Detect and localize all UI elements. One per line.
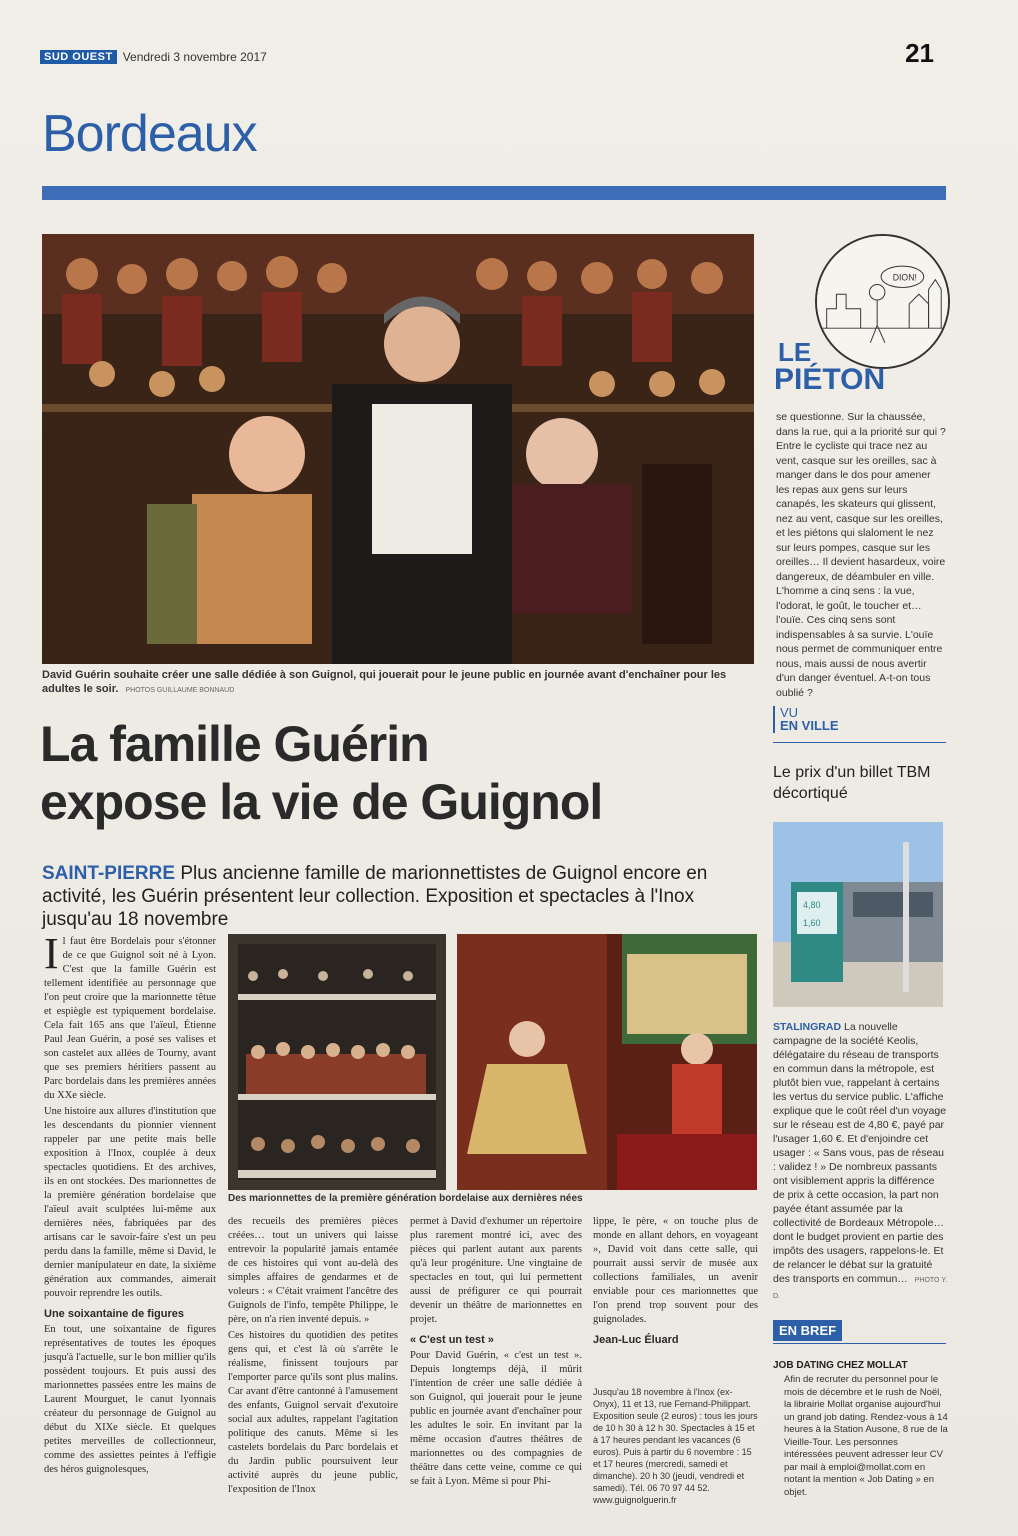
- en-bref-headline: JOB DATING CHEZ MOLLAT: [773, 1360, 908, 1371]
- article-column-2: [228, 1215, 398, 1499]
- pieton-le: LE: [778, 337, 812, 367]
- paragraph: permet à David d'exhumer un répertoire plus rarement montré ici, avec des pièces qui parlent autant aux parents qu'à leur progéniture. Une vingtaine de spectacles en tout, qui lui permettent aussi de préfigurer ce qui pourrait devenir un théâtre de marionnettes en projet.: [410, 1216, 582, 1325]
- vu-rule: [773, 742, 946, 743]
- masthead: [40, 50, 267, 64]
- issue-date: Vendredi 3 novembre 2017: [122, 50, 267, 64]
- en-bref-label: EN BREF: [773, 1320, 842, 1341]
- author-signature: Jean-Luc Éluard: [593, 1334, 679, 1346]
- main-photo-puppets: [42, 234, 754, 664]
- paragraph: Pour David Guérin, « c'est un test ». Depuis longtemps déjà, il mûrit l'intention de créer une salle dédiée à son Guignol, qui jouerait pour le jeune public en journée avant d'enchaîner pour les adultes le soir. En invitant par la même occasion d'autres théâtres de marionnettes ou des compagnies de théâtre dans cette veine, comme ce qui se fait à Lyon. Même si pour Phi-: [410, 1350, 582, 1487]
- poster-price-1: 4,80: [803, 900, 821, 910]
- tram-stop-photo: [773, 822, 943, 1007]
- vu-text: [773, 1020, 948, 1304]
- paragraph: lippe, le père, « on touche plus de monde en allant dehors, en voyageant », David voit dans cette salle, qui pourrait aussi servir de musée aux collections familiales, un avenir enviable pour ces marionnettes que l'on prend trop souvent pour des guignolades.: [593, 1216, 758, 1325]
- vu-headline: Le prix d'un billet TBM décortiqué: [773, 764, 931, 802]
- pieton-illustration: [815, 234, 950, 369]
- standfirst-kicker: SAINT-PIERRE: [42, 863, 176, 884]
- subhead: Une soixantaine de figures: [44, 1308, 184, 1320]
- main-photo-caption: [42, 668, 754, 698]
- subhead: « C'est un test »: [410, 1334, 494, 1346]
- article-headline: [40, 715, 760, 831]
- article-standfirst: [42, 862, 762, 931]
- paragraph: des recueils des premières pièces créées… tout un univers qui laisse entrevoir la popularité jamais entamée de ces histoires qui vont au-delà des simples affaires de gendarmes et de voleurs : « C'était vraiment l'ancêtre des Guignols de l'info, tempête Philippe, le père, on n'a rien inventé depuis. »: [228, 1216, 398, 1325]
- paragraph: Une histoire aux allures d'institution que les descendants du pionnier viennent rappeler par une petite mais belle exposition à l'Inox, couplée à deux spectacles quotidiens. Et des archives, ils en ont stockées. Des marionnettes de la première génération bordelaise que l'aïeul avait sculptées lui-même aux dernières nées, fabriquées par des artisans car le savoir-faire s'est un peu perdu dans la famille, même si David, le dernier manipulateur en date, la sixième génération aux commandes, aimerait pouvoir reprendre les outils.: [44, 1106, 216, 1299]
- photo-credit: PHOTOS GUILLAUME BONNAUD: [125, 687, 235, 694]
- vu-body: La nouvelle campagne de la société Keolis, délégataire du réseau de transports en commun dans la métropole, est plutôt bien vue, rappelant à certains les vertus du service public. L'affiche explique que le coût réel d'un voyage sur le réseau est de 4,80 €, payé par l'usager 1,60 €. Et d'enjoindre cet usager : « Sans vous, pas de réseau : validez ! » De nombreux passants ont visiblement appris la différence de prix à cette occasion, la part non payée étant assumée par la collectivité de Bordeaux Métropole… dont le budget provient en partie des impôts des usagers, rappelons-le. Et de relancer le débat sur la gratuité des transports en commun…: [773, 1021, 947, 1285]
- speech-bubble-text: DION!: [892, 272, 917, 283]
- page-number: 21: [905, 38, 934, 68]
- paragraph: En tout, une soixantaine de figures représentatives de toutes les époques jusqu'à l'actuelle, sur le bon millier qu'ils possèdent toujours. Et puis aussi des marionnettes passées entre les mains de Laurent Mourguet, le canut lyonnais créateur du personnage de Guignol au début du XIXe siècle. Et quelques petites merveilles de collectionneur, comme des assiettes peintes à l'effigie des héros guignolesques,: [44, 1324, 216, 1475]
- section-title: Bordeaux: [42, 105, 257, 163]
- paragraph: Ces histoires du quotidien des petites gens qui, et c'est là où s'arrête le réalisme, finissent toujours par l'emporter parce qu'ils sont plus malins. Car avant d'être cantonné à l'amusement des enfants, Guignol servait d'exutoire social aux adultes, rappelant l'agitation politique des canuts. Même si les castelets bordelais du Parc bordelais et du Jardin public poursuivent leur activité auprès du jeune public, l'exposition de l'Inox: [228, 1330, 398, 1495]
- photo-puppet-display: [457, 934, 757, 1190]
- article-column-4: [593, 1215, 758, 1347]
- en-bref-rule: [773, 1343, 946, 1344]
- pieton-title: PIÉTON: [774, 363, 886, 396]
- caption-text: David Guérin souhaite créer une salle dédiée à son Guignol, qui jouerait pour le jeune public en journée avant d'enchaîner pour les adultes le soir.: [42, 669, 727, 695]
- article-column-3: [410, 1215, 582, 1491]
- vu-photo-credit: PHOTO Y. D.: [773, 1277, 948, 1300]
- poster-price-2: 1,60: [803, 918, 821, 928]
- section-rule: [42, 186, 946, 200]
- en-bref-text: Afin de recruter du personnel pour le mois de décembre et le rush de Noël, la librairie Mollat organise aujourd'hui un grand job dating. Rendez-vous à 14 heures à la Station Ausone, 8 rue de la Vieille-Tour. Les personnes intéressées peuvent adresser leur CV par mail à emploi@mollat.com en notant la mention « Job Dating » en objet.: [784, 1374, 948, 1498]
- headline-line-2: expose la vie de Guignol: [40, 774, 603, 830]
- en-ville-label: EN VILLE: [780, 718, 839, 733]
- vu-label: VU: [780, 705, 799, 720]
- dropcap: I: [44, 929, 59, 978]
- headline-line-1: La famille Guérin: [40, 716, 429, 772]
- photo-puppet-shelves: [228, 934, 446, 1190]
- paragraph: l faut être Bordelais pour s'étonner de ce que Guignol soit né à Lyon. C'est que la famille Guérin est tellement identifiée au personnage que l'on peut croire que la marionnette têtue et espiègle est typiquement bordelaise. Cela fait 165 ans que l'aïeul, Étienne Paul Jean Guérin, a posé ses valises et son castelet aux allées de Tourny, avant que ses premiers héritiers passent au Parc bordelais dans les premières années du XXe siècle.: [44, 936, 216, 1101]
- photos-caption: Des marionnettes de la première génération bordelaise aux dernières nées: [228, 1193, 583, 1204]
- pieton-text: se questionne. Sur la chaussée, dans la rue, qui a la priorité sur qui ? Entre le cycliste qui trace nez au vent, casque sur les oreilles, sac à manger dans le dos pour amener les repas aux gens sur leurs canapés, les skateurs qui glissent, nez au vent, casque sur les oreilles, et les piétons qui slaloment le nez sur leurs pompes, casque sur les oreilles… Il devient hasardeux, voire dangereux, de déambuler en ville. L'homme a cinq sens : la vue, l'odorat, le goût, le toucher et… l'ouïe. Ces cinq sens sont indispensables à sa survie. L'ouïe nous permet de communiquer entre nous, mais aussi de nous avertir d'un danger éventuel. A-t-on tous oublié ?: [776, 411, 946, 699]
- vu-en-ville-label: [773, 706, 839, 733]
- practical-info: Jusqu'au 18 novembre à l'Inox (ex-Onyx), 11 et 13, rue Fernand-Philippart. Exposition seule (2 euros) : tous les jours de 10 h 30 à 12 h 30. Spectacles à 15 et à 17 heures pendant les vacances (6 euros). Puis à partir du 6 novembre : 15 et 17 heures (mercredi, samedi et dimanche). 20 h 30 (jeudi, vendredi et samedi). Tél. 06 70 97 44 52. www.guignolguerin.fr: [593, 1387, 758, 1505]
- sud-ouest-logo: SUD OUEST: [40, 50, 117, 64]
- vu-kicker: STALINGRAD: [773, 1021, 842, 1033]
- article-column-1: [44, 929, 216, 1479]
- standfirst-text: Plus ancienne famille de marionnettistes de Guignol encore en activité, les Guérin présentent leur collection. Exposition et spectacles à l'Inox jusqu'au 18 novembre: [42, 863, 708, 930]
